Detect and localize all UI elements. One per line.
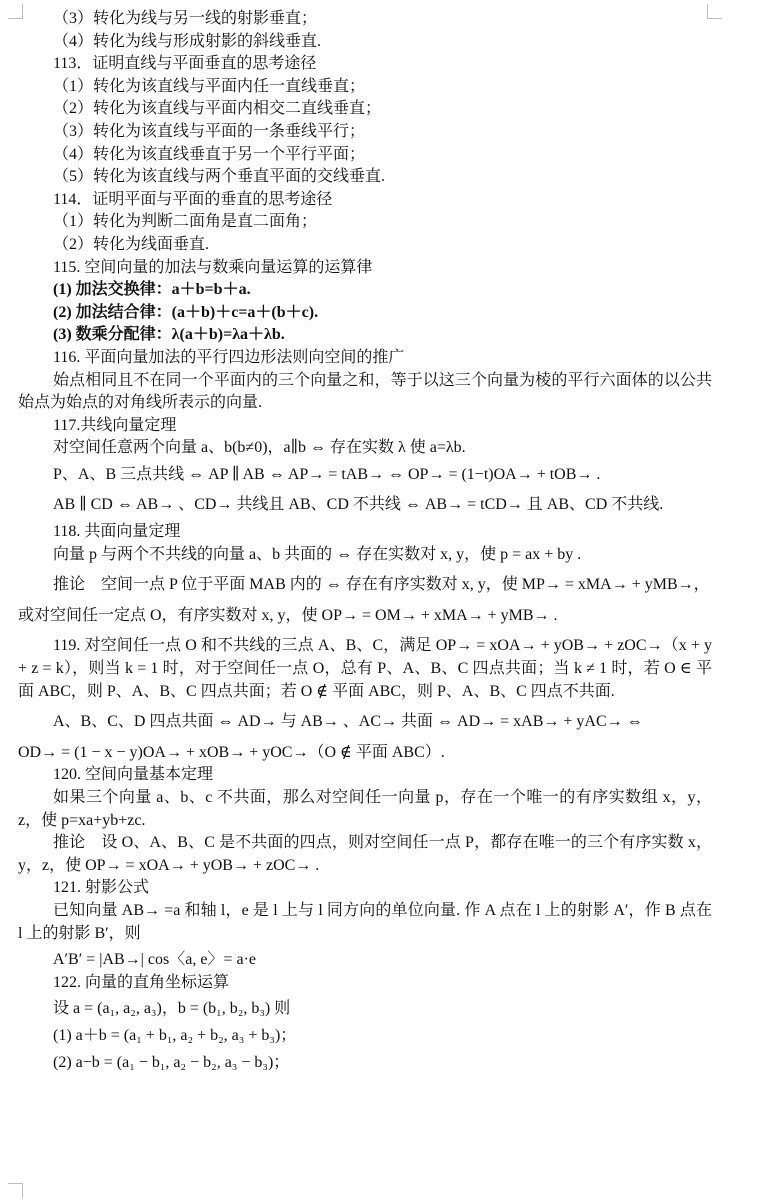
- formula-line: P、A、B 三点共线 ⇔ AP ∥ AB ⇔ AP→ = tAB→ ⇔ OP→ = (1−t)OA→ + tOB→ .: [53, 465, 601, 483]
- section-heading: 118. 共面向量定理: [53, 523, 181, 541]
- formula-line: AB ∥ CD ⇔ AB→ 、CD→ 共线且 AB、CD 不共线 ⇔ AB→ = tCD→ 且 AB、CD 不共线.: [53, 496, 664, 514]
- section-heading: 114．证明平面与平面的垂直的思考途径: [53, 190, 333, 208]
- text-line: （1）转化为判断二面角是直二面角；: [53, 213, 318, 231]
- text-line: （2）转化为线面垂直.: [53, 235, 210, 253]
- text-line: 或对空间任一定点 O，有序实数对 x, y，使 OP→ = OM→ + xMA→ + yMB→ .: [18, 606, 558, 624]
- text-line: （4）转化为该直线垂直于另一个平行平面；: [53, 145, 366, 163]
- formula-line: (1) 加法交换律：a＋b=b＋a.: [53, 281, 251, 299]
- section-heading: 120. 空间向量基本定理: [53, 766, 214, 784]
- section-heading: 116. 平面向量加法的平行四边形法则向空间的推广: [53, 348, 405, 366]
- text-line: （2）转化为该直线与平面内相交二直线垂直；: [53, 100, 382, 118]
- text-line: （4）转化为线与形成射影的斜线垂直.: [53, 32, 322, 50]
- text-line: 推论 空间一点 P 位于平面 MAB 内的 ⇔ 存在有序实数对 x, y，使 MP→ = xMA→ + yMB→，: [53, 576, 710, 594]
- text-line: （3）转化为线与另一线的射影垂直；: [53, 10, 318, 27]
- formula-line: (2) 加法结合律：(a＋b)＋c=a＋(b＋c).: [53, 303, 319, 321]
- paragraph: 如果三个向量 a、b、c 不共面，那么对空间任一向量 p，存在一个唯一的有序实数组 x，y，z，使 p=xa+yb+zc.: [18, 789, 712, 829]
- formula-line: 设 a = (a₁, a₂, a₃)，b = (b₁, b₂, b₃) 则: [53, 1000, 291, 1018]
- text-line: 向量 p 与两个不共线的向量 a、b 共面的 ⇔ 存在实数对 x, y，使 p = ax + by .: [53, 545, 582, 563]
- text-line: （1）转化为该直线与平面内任一直线垂直；: [53, 77, 366, 95]
- formula-line: A′B′ = |AB→| cos〈a, e〉= a·e: [53, 951, 256, 969]
- formula-line: (1) a＋b = (a₁ + b₁, a₂ + b₂, a₃ + b₃)；: [53, 1026, 297, 1044]
- section-heading: 122. 向量的直角坐标运算: [53, 973, 230, 991]
- page-corner-mark: [8, 1183, 23, 1198]
- paragraph: 119. 对空间任一点 O 和不共线的三点 A、B、C，满足 OP→ = xOA→ + yOB→ + zOC→（x + y + z = k），则当 k = 1 时，对于空间任一点 O，总有 P、A、B、C 四点共面；当 k ≠ 1 时，若 O ∈ 平面 ABC，则 P、A、B、C 四点共面；若 O ∉ 平面 ABC，则 P、A、B、C 四点不共面.: [18, 637, 712, 700]
- paragraph: 推论 设 O、A、B、C 是不共面的四点，则对空间任一点 P，都存在唯一的三个有序实数 x，y，z，使 OP→ = xOA→ + yOB→ + zOC→ .: [18, 834, 712, 874]
- paragraph: 已知向量 AB→ =a 和轴 l，e 是 l 上与 l 同方向的单位向量. 作 A 点在 l 上的射影 A′，作 B 点在 l 上的射影 B′，则: [18, 901, 712, 942]
- formula-line: (3) 数乘分配律：λ(a＋b)=λa＋λb.: [53, 326, 285, 344]
- text-line: （3）转化为该直线与平面的一条垂线平行；: [53, 122, 366, 140]
- text-line: 对空间任意两个向量 a、b(b≠0)，a∥b ⇔ 存在实数 λ 使 a=λb.: [53, 439, 466, 457]
- formula-line: (2) a−b = (a₁ − b₁, a₂ − b₂, a₃ − b₃)；: [53, 1053, 290, 1071]
- text-line: （5）转化为该直线与两个垂直平面的交线垂直.: [53, 168, 386, 186]
- document-page: [18, 8, 712, 1074]
- section-heading: 121. 射影公式: [53, 879, 150, 897]
- paragraph: 始点相同且不在同一个平面内的三个向量之和，等于以这三个向量为棱的平行六面体的以公共始点为始点的对角线所表示的向量.: [18, 371, 712, 412]
- section-heading: 117.共线向量定理: [53, 416, 177, 434]
- formula-line: OD→ = (1 − x − y)OA→ + xOB→ + yOC→（O ∉ 平面 ABC）.: [18, 743, 445, 761]
- formula-line: A、B、C、D 四点共面 ⇔ AD→ 与 AB→ 、AC→ 共面 ⇔ AD→ = xAB→ + yAC→ ⇔: [53, 713, 643, 731]
- section-heading: 113．证明直线与平面垂直的思考途径: [53, 55, 317, 73]
- section-heading: 115. 空间向量的加法与数乘向量运算的运算律: [53, 258, 373, 276]
